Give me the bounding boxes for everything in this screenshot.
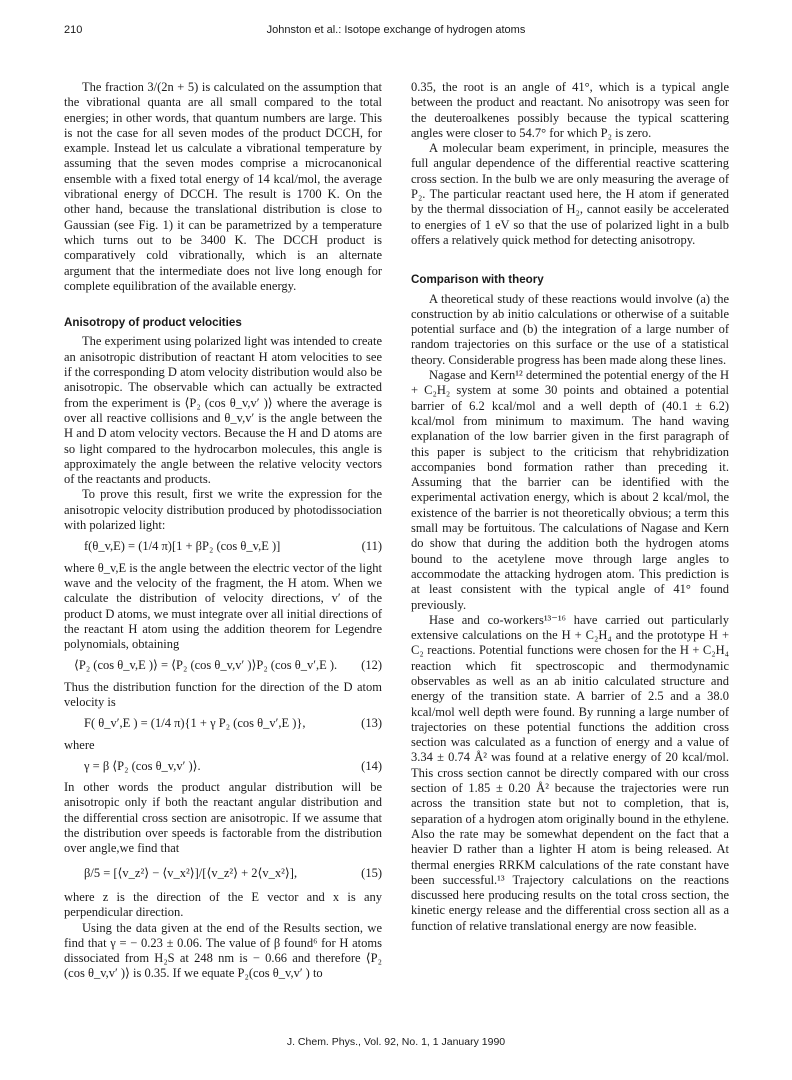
where-label: where: [64, 737, 95, 752]
equation-number: (15): [361, 865, 382, 880]
paragraph: where θ_v,E is the angle between the electric vector of the light wave and the velocity of the fragment, the H atom. When we calculate the distribution of velocity directions, v′ of the product D atoms, we must integrate over all initial directions of the reactant H atom using the addition theorem for Legendre polynomials, obtaining: [64, 560, 382, 652]
paragraph: To prove this result, first we write the expression for the anisotropic velocity distribution produced by photodissociation with polarized light:: [64, 487, 382, 533]
equation-text: ⟨P₂ (cos θ_v,E )⟩ = ⟨P₂ (cos θ_v,v′ )⟩P₂ (cos θ_v′,E ).: [74, 658, 338, 673]
equation-11: [64, 539, 382, 554]
paragraph: The fraction 3/(2n + 5) is calculated on the assumption that the vibrational quanta are all small compared to the total energies; in other words, that quantum numbers are large. This is not the case for all seven modes of the product DCCH, for example. Instead let us calculate a vibrational temperature by assuming that the seven modes comprise a microcanonical ensemble with a fixed total energy of 14 kcal/mol, the average vibrational energy of DCCH. The result is 1700 K. On the other hand, because the translational distribution is close to Gaussian (see Fig. 1) it can be parametrized by a temperature which turns out to be 3400 K. The DCCH product is comparatively cold vibrationally, which is an alternate argument that the intermediate does not live long enough for complete equilibration of the available energy.: [64, 80, 382, 293]
equation-text: β/5 = [⟨v_z²⟩ − ⟨v_x²⟩]/[⟨v_z²⟩ + 2⟨v_x²⟩],: [84, 865, 298, 880]
paragraph: Nagase and Kern¹² determined the potential energy of the H + C₂H₂ system at some 30 points and obtained a potential barrier of 6.2 kcal/mol and a well depth of (40.1 ± 6.2) kcal/mol from minimum to maximum. The hand waving explanation of the low barrier given in the first paragraph of this paper is subject to the criticism that rehybridization accompanies bond formation rather than preceding it. Assuming that the barrier can be identified with the experimental activation energy, which is about 2 kcal/mol, the existence of the barrier is not theoretically obvious; a term this small may be fortuitous. The calculations of Nagase and Kern do show that during the addition both the hydrogen atoms bound to the acetylene move through large angles to accommodate the attacking hydrogen atom. This prediction is at least consistent with the typical angle of 41° found previously.: [411, 368, 729, 612]
section-heading-comparison: Comparison with theory: [411, 273, 544, 287]
journal-footer: J. Chem. Phys., Vol. 92, No. 1, 1 January 1990: [286, 1036, 506, 1048]
paragraph: The experiment using polarized light was intended to create an anisotropic distribution of reactant H atom velocities to see if the corresponding D atom velocity distribution would also be anisotropic. The observable which can actually be extracted from the experiment is ⟨P₂ (cos θ_v,v′ )⟩ where the average is over all reactive collisions and θ_v,v′ is the angle between the H and D atom velocity vectors. Because the H and D atoms are so light compared to the hydrocarbon molecules, this angle is approximately the angle between the relative velocity vectors of the reactants and products.: [64, 334, 382, 487]
equation-number: (13): [361, 716, 382, 731]
equation-text: γ = β ⟨P₂ (cos θ_v,v′ )⟩.: [84, 758, 201, 773]
paragraph: A theoretical study of these reactions would involve (a) the construction by ab initio calculations or otherwise of a suitable potential surface and (b) the integration of a large number of random trajectories on this surface or the use of a statistical theory. Considerable progress has been made along these lines.: [411, 291, 729, 367]
equation-12: [64, 658, 382, 673]
paragraph: In other words the product angular distribution will be anisotropic only if both the reactant angular distribution and the differential cross section are anisotropic. If we assume that the distribution over speeds is factorable from the distribution over angle,we find that: [64, 780, 382, 856]
section-heading-anisotropy: Anisotropy of product velocities: [64, 316, 242, 330]
equation-text: f(θ_v,E) = (1/4 π)[1 + βP₂ (cos θ_v,E )]: [84, 539, 281, 554]
paragraph: where z is the direction of the E vector and x is any perpendicular direction.: [64, 889, 382, 920]
equation-14: [64, 759, 382, 774]
paragraph: A molecular beam experiment, in principle, measures the full angular dependence of the differential reactive scattering cross section. In the bulb we are only measuring the average of P₂. The particular reactant used here, the H atom if generated by the thermal dissociation of H₂, cannot easily be accelerated to energies of 1 eV so that the use of polarized light in a bulb offers a relatively quick method for detecting anisotropy.: [411, 141, 729, 247]
equation-text: F( θ_v′,E ) = (1/4 π){1 + γ P₂ (cos θ_v′,E )},: [84, 716, 306, 731]
equation-15: [64, 866, 382, 881]
equation-number: (12): [361, 658, 382, 673]
equation-number: (14): [361, 758, 382, 773]
equation-13: [64, 716, 382, 731]
left-column: [64, 80, 382, 982]
right-column: [411, 80, 729, 934]
paragraph: Thus the distribution function for the direction of the D atom velocity is: [64, 679, 382, 709]
paragraph: Using the data given at the end of the Results section, we find that γ = − 0.23 ± 0.06. The value of β found⁶ for H atoms dissociated from H₂S at 248 nm is − 0.66 and therefore ⟨P₂ (cos θ_v,v′ )⟩ is 0.35. If we equate P₂(cos θ_v,v′ ) to: [64, 920, 382, 981]
equation-number: (11): [361, 539, 382, 554]
running-head: Johnston et al.: Isotope exchange of hydrogen atoms: [266, 24, 526, 36]
page-number: 210: [64, 24, 83, 36]
paragraph: Hase and co-workers¹³⁻¹⁶ have carried out particularly extensive calculations on the H + C₂H₄ and the prototype H + C₂ reactions. Potential functions were chosen for the H + C₂H₄ reaction which fit spectroscopic and thermodynamic observables as well as an ab initio calculated structure and energy of the transition state. A barrier of 2.5 and a 38.0 kcal/mol well depth were found. By running a large number of trajectories on these potential functions the addition cross section was calculated as a function of energy and a value of 3.34 ± 0.74 Å² was found at a relative energy of 20 kcal/mol. This cross section cannot be directly compared with our cross section of 1.85 ± 0.20 Å² because the trajectories were run across the transition state but not to completion, that is, separation of a hydrogen atom originally bound in the ethylene. Also the rate may be somewhat dependent on the fact that a heavier D rather than a lighter H atom is being released. At thermal energies RRKM calculations of the rate constant have been successful.¹³ Trajectory calculations on the reactions discussed here producing results on the total cross section, the kinetic energy release and the differential cross section all as a function of relative translational energy are now feasible.: [411, 612, 729, 933]
paragraph: 0.35, the root is an angle of 41°, which is a typical angle between the product and reactant. No anisotropy was seen for the deuteroalkenes possibly because the typical scattering angles were closer to 54.7° for which P₂ is zero.: [411, 80, 729, 140]
